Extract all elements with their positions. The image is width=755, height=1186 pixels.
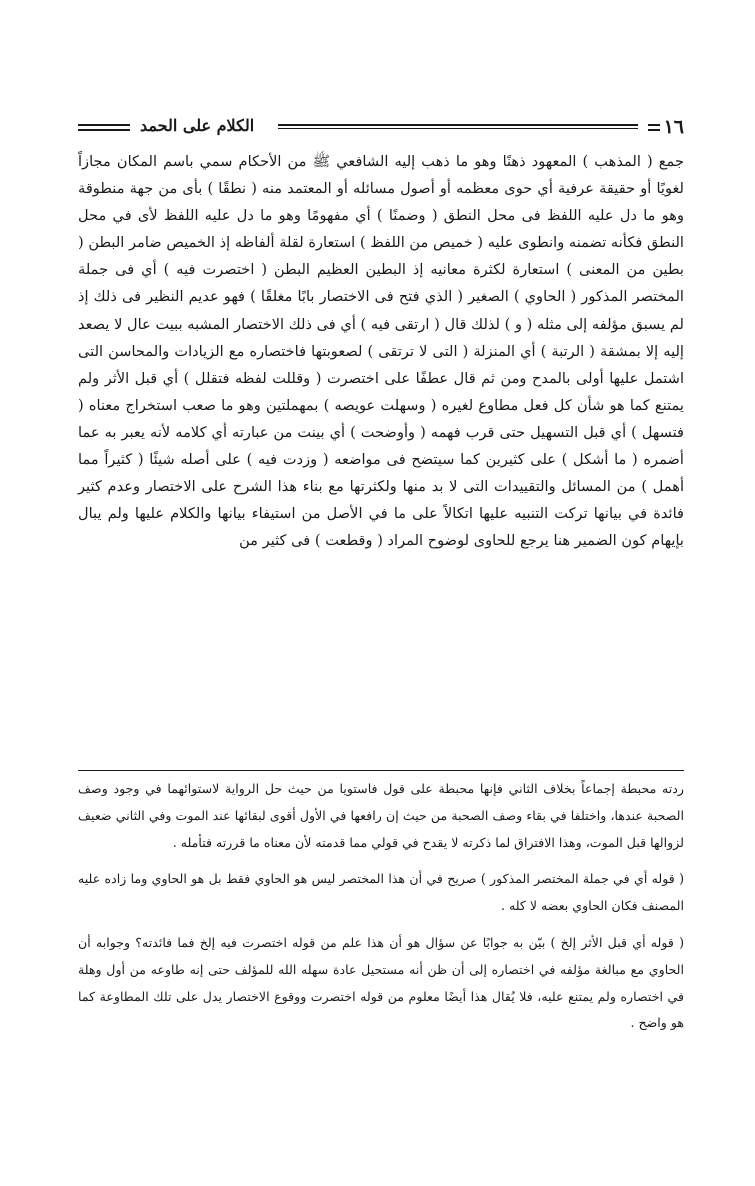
header-rule-right-top <box>648 124 660 126</box>
running-title: الكلام على الحمد <box>140 116 255 135</box>
footnote-continued: ردته محبطة إجماعاً بخلاف الثاني فإنها محبطة على قول فاستويا من حيث حل الرواية لاستوائهما في وجود وصف الصحبة عندها، واختلفا في بقاء وصف الصحبة من حيث إن رافعها في الأول أقوى لبقائها عند الموت وفي الثاني ضعيف لزوالها قبل الموت، وهذا الافتراق لما ذكرته لا يقدح في قولي مما قدمته لأن معناه ما قررته فتأمله . <box>78 781 684 850</box>
header-rule-long-bottom <box>278 128 638 129</box>
footnote-separator <box>78 770 684 771</box>
header-rule-right-bottom <box>648 129 660 131</box>
footnote-item: ( قوله أي في جملة المختصر المذكور ) صريح في أن هذا المختصر ليس هو الحاوي فقط بل هو الحاوي وما زاده عليه المصنف فكان الحاوي بعضه لا كله . <box>78 871 684 914</box>
header-rule-left-bottom <box>78 129 130 131</box>
main-text <box>78 148 684 554</box>
footnotes <box>78 776 684 1037</box>
running-header <box>78 118 684 140</box>
footnote-item: ( قوله أي قبل الأثر إلخ ) بيّن به جوابًا عن سؤال هو أن هذا علم من قوله اختصرت فيه إلخ فما فائدته؟ وجوابه أن الحاوي مع مبالغة مؤلفه في اختصاره إلى أن ظن أنه مستحيل عادة سهله الله للمؤلف حتى إنه طاوعه من أول وهلة في اختصاره ولم يمتنع عليه، فلا يُقال هذا أيضًا معلوم من قوله اختصرت ووقوع الاختصار يدل على تلك المطاوعة كما هو واضح . <box>78 934 684 1031</box>
main-paragraph: جمع ( المذهب ) المعهود ذهنًا وهو ما ذهب إليه الشافعي ﷺ من الأحكام سمي باسم المكان مجازاً لغويًا أو حقيقة عرفية أي حوى معظمه أو أصول مسائله أو المعتمد منه ( نطقًا ) بأى من جهة منطوقة وهو ما دل عليه اللفظ فى محل النطق ( وضمنًا ) أي مفهومًا وهو ما دل عليه اللفظ لأى في محل النطق فكأنه تضمنه وانطوى عليه ( خميص من اللفظ ) استعارة لقلة ألفاظه إذ الخميص ضامر البطن ( بطين من المعنى ) استعارة لكثرة معانيه إذ البطين العظيم البطن ( اختصرت فيه ) أي فى جملة المختصر المذكور ( الحاوي ) الصغير ( الذي فتح فى الاختصار بابًا مغلقًا ) فهو عديم النظير فى ذلك إذ لم يسبق مؤلفه إلى مثله ( و ) لذلك قال ( ارتقى فيه ) أي فى ذلك الاختصار المشبه ببيت عال لا يصعد إليه إلا بمشقة ( الرتبة ) أي المنزلة ( التى لا ترتقى ) لصعوبتها فاختصاره مع الزيادات والمحاسن التى اشتمل عليها أولى بالمدح ومن ثم قال عطفًا على اختصرت ( وقللت لفظه فتقلل ) أي قبل الأثر ولم يمتنع كما هو شأن كل فعل مطاوع لغيره ( وسهلت عويصه ) بمهملتين وهو ما صعب استخراج معناه ( فتسهل ) أي قبل التسهيل حتى قرب فهمه ( وأوضحت ) أي بينت من عبارته أي كلامه لأنه يعبر به عما أضمره ( ما أشكل ) على كثيرين كما سيتضح فى مواضعه ( وزدت فيه ) على أصله شيئًا ( كثيراً مما أهمل ) من المسائل والتقييدات التى لا بد منها ولكثرتها مع بناء هذا الشرح على الاختصار وعدم كثير فائدة في بيانها تركت التنبيه عليها اتكالاً على ما في الأصل من استيفاء بيانها والكلام عليها ولم يبال بإيهام كون الضمير هنا يرجع للحاوى لوضوح المراد ( وقطعت ) فى كثير من <box>78 153 684 550</box>
header-rule-left-top <box>78 124 130 126</box>
page-number: ١٦ <box>663 116 684 138</box>
header-rule-long-top <box>278 124 638 126</box>
